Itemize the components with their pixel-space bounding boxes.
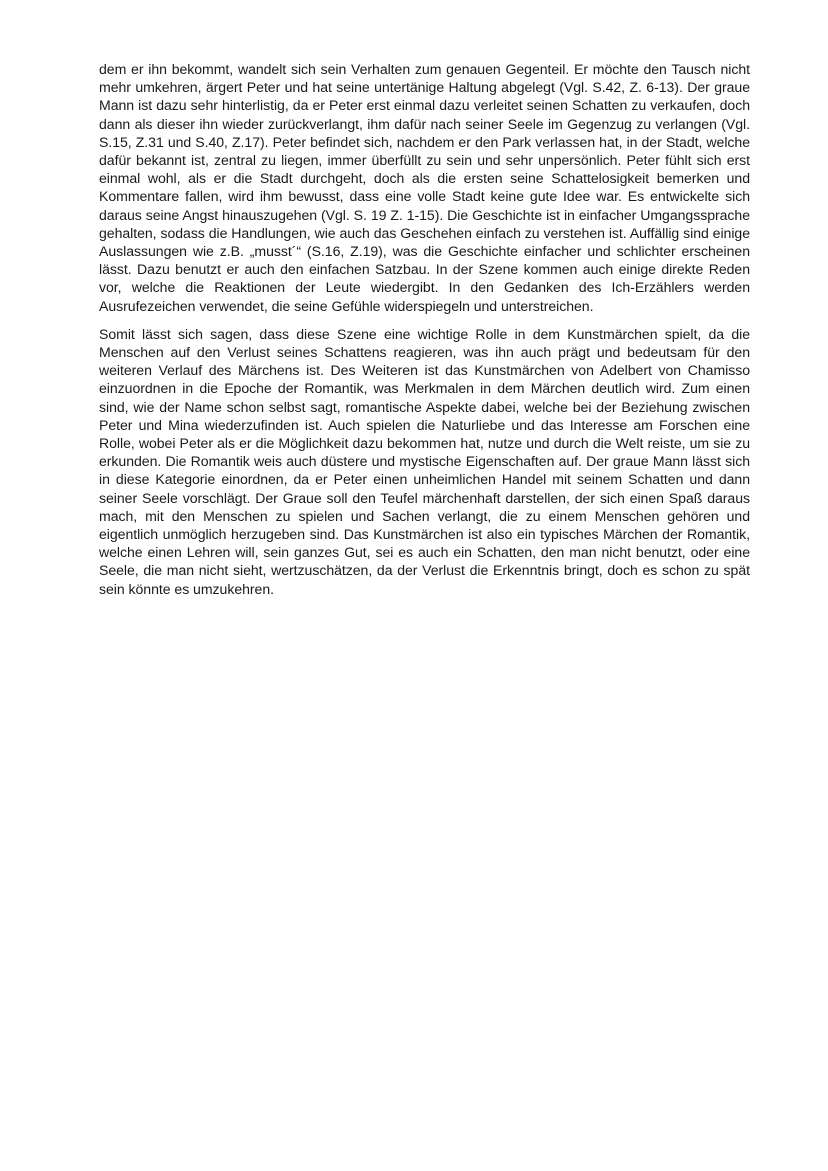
paragraph-analysis: dem er ihn bekommt, wandelt sich sein Verhalten zum genauen Gegenteil. Er möchte den Tausch nicht mehr umkehren, ärgert Peter und hat seine untertänige Haltung abgelegt (Vgl. S.42, Z. 6-13). Der graue Mann ist dazu sehr hinterlistig, da er Peter erst einmal dazu verleitet seinen Schatten zu verkaufen, doch dann als dieser ihn wieder zurückverlangt, ihm dafür nach seiner Seele im Gegenzug zu verlangen (Vgl. S.15, Z.31 und S.40, Z.17). Peter befindet sich, nachdem er den Park verlassen hat, in der Stadt, welche dafür bekannt ist, zentral zu liegen, immer überfüllt zu sein und sehr unpersönlich. Peter fühlt sich erst einmal wohl, als er die Stadt durchgeht, doch als die ersten seine Schattelosigkeit bemerken und Kommentare fallen, wird ihm bewusst, dass eine volle Stadt keine gute Idee war. Es entwickelte sich daraus seine Angst hinauszugehen (Vgl. S. 19 Z. 1-15). Die Geschichte ist in einfacher Umgangssprache gehalten, sodass die Handlungen, wie auch das Geschehen einfach zu verstehen ist. Auffällig sind einige Auslassungen wie z.B. „musst´“ (S.16, Z.19), was die Geschichte einfacher und schlichter erscheinen lässt. Dazu benutzt er auch den einfachen Satzbau. In der Szene kommen auch einige direkte Reden vor, welche die Reaktionen der Leute wiedergibt. In den Gedanken des Ich-Erzählers werden Ausrufezeichen verwendet, die seine Gefühle widerspiegeln und unterstreichen.	[99, 61, 750, 314]
paragraph-conclusion: Somit lässt sich sagen, dass diese Szene eine wichtige Rolle in dem Kunstmärchen spielt, da die Menschen auf den Verlust seines Schattens reagieren, was ihn auch prägt und bedeutsam für den weiteren Verlauf des Märchens ist. Des Weiteren ist das Kunstmärchen von Adelbert von Chamisso einzuordnen in die Epoche der Romantik, was Merkmalen in dem Märchen deutlich wird. Zum einen sind, wie der Name schon selbst sagt, romantische Aspekte dabei, welche bei der Beziehung zwischen Peter und Mina wiederzufinden ist. Auch spielen die Naturliebe und das Interesse am Forschen eine Rolle, wobei Peter als er die Möglichkeit dazu bekommen hat, nutze und durch die Welt reiste, um sie zu erkunden. Die Romantik weis auch düstere und mystische Eigenschaften auf. Der graue Mann lässt sich in diese Kategorie einordnen, da er Peter einen unheimlichen Handel mit seinem Schatten und dann seiner Seele vorschlägt. Der Graue soll den Teufel märchenhaft darstellen, der sich einen Spaß daraus mach, mit den Menschen zu spielen und Sachen verlangt, die zu einem Menschen gehören und eigentlich unmöglich herzugeben sind. Das Kunstmärchen ist also ein typisches Märchen der Romantik, welche einen Lehren will, sein ganzes Gut, sei es auch ein Schatten, den man nicht benutzt, oder eine Seele, die man nicht sieht, wertzuschätzen, da der Verlust die Erkenntnis bringt, doch es schon zu spät sein könnte es umzukehren.	[99, 325, 750, 597]
document-body	[99, 60, 750, 608]
